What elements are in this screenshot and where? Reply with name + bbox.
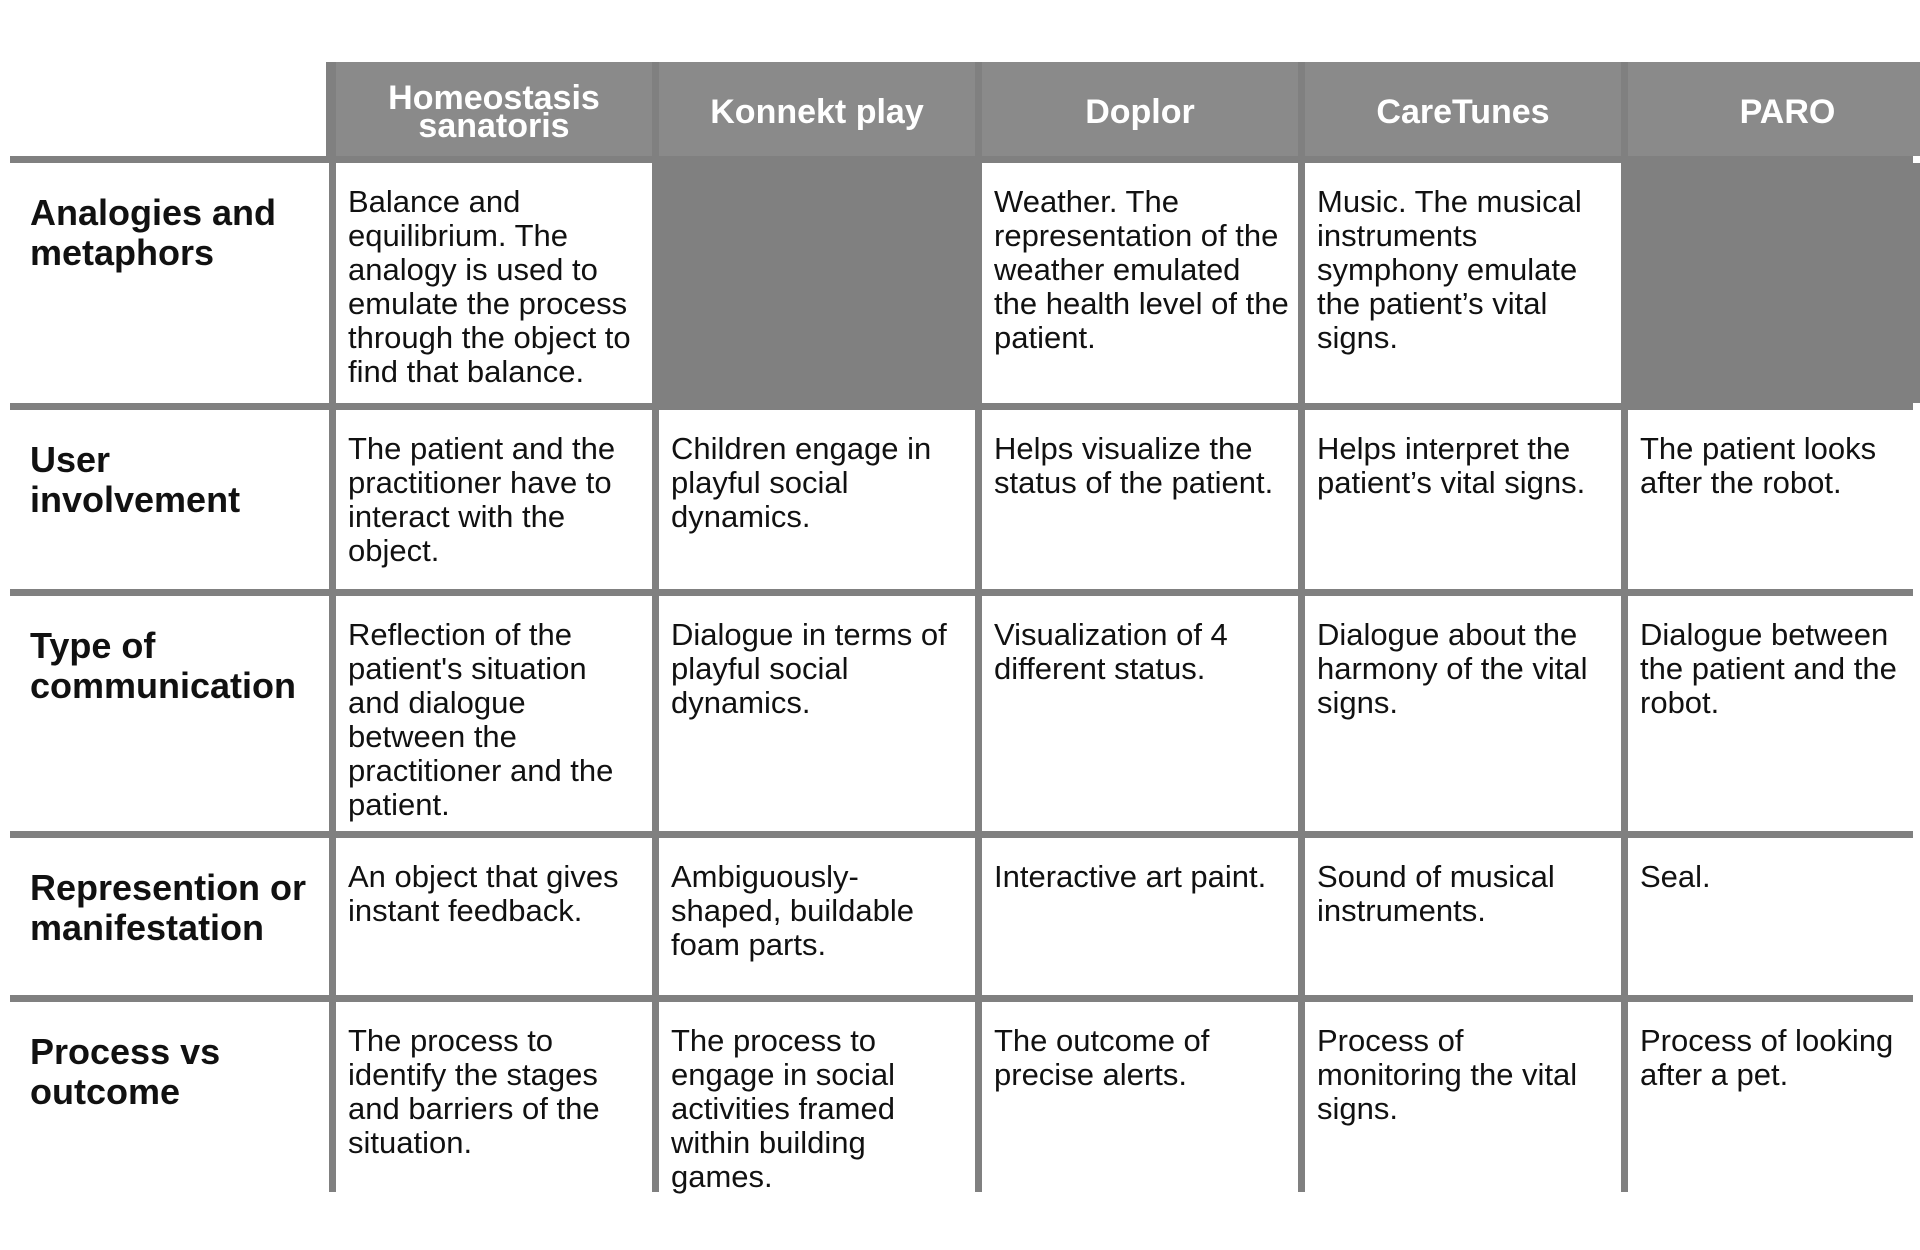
column-header-paro: PARO [1628, 62, 1920, 156]
table-cell: Helps visualize the status of the patient. [982, 410, 1298, 589]
row-header-user-involvement: User involvement [10, 410, 329, 589]
column-header-konnekt-play: Konnekt play [659, 62, 975, 156]
table-cell-empty [1628, 163, 1920, 403]
row-header-representation: Represention or manifestation [10, 838, 329, 995]
table-cell: The outcome of precise alerts. [982, 1002, 1298, 1214]
table-cell: Balance and equilibrium. The analogy is used to emulate the process through the object to find that balance. [336, 163, 652, 403]
table-cell: Visualization of 4 different status. [982, 596, 1298, 831]
table-cell: Ambiguously-shaped, buildable foam parts. [659, 838, 975, 995]
column-header-doplor: Doplor [982, 62, 1298, 156]
table-cell: The patient and the practitioner have to interact with the object. [336, 410, 652, 589]
row-header-process-vs-outcome: Process vs outcome [10, 1002, 329, 1214]
comparison-table [10, 62, 1920, 1214]
table-cell: Dialogue between the patient and the robot. [1628, 596, 1920, 831]
table-cell: Dialogue about the harmony of the vital signs. [1305, 596, 1621, 831]
table-cell: Reflection of the patient's situation and dialogue between the practitioner and the patient. [336, 596, 652, 831]
table-cell: Sound of musical instruments. [1305, 838, 1621, 995]
table-cell: Process of looking after a pet. [1628, 1002, 1920, 1214]
table-cell: Process of monitoring the vital signs. [1305, 1002, 1621, 1214]
table-cell: The process to engage in social activities framed within building games. [659, 1002, 975, 1214]
column-header-homeostasis: Homeostasis sanatoris [336, 62, 652, 156]
table-cell: Weather. The representation of the weather emulated the health level of the patient. [982, 163, 1298, 403]
table-corner [10, 62, 329, 156]
table-cell: The patient looks after the robot. [1628, 410, 1920, 589]
table-cell: Children engage in playful social dynamics. [659, 410, 975, 589]
table-cell: Helps interpret the patient’s vital signs. [1305, 410, 1621, 589]
table-cell: An object that gives instant feedback. [336, 838, 652, 995]
table-cell: The process to identify the stages and barriers of the situation. [336, 1002, 652, 1214]
table-cell: Music. The musical instruments symphony emulate the patient’s vital signs. [1305, 163, 1621, 403]
table-cell: Interactive art paint. [982, 838, 1298, 995]
row-header-analogies: Analogies and metaphors [10, 163, 329, 403]
table-cell-empty [659, 163, 975, 403]
column-header-caretunes: CareTunes [1305, 62, 1621, 156]
row-header-type-of-communication: Type of communication [10, 596, 329, 831]
table-cell: Seal. [1628, 838, 1920, 995]
table-cell: Dialogue in terms of playful social dynamics. [659, 596, 975, 831]
